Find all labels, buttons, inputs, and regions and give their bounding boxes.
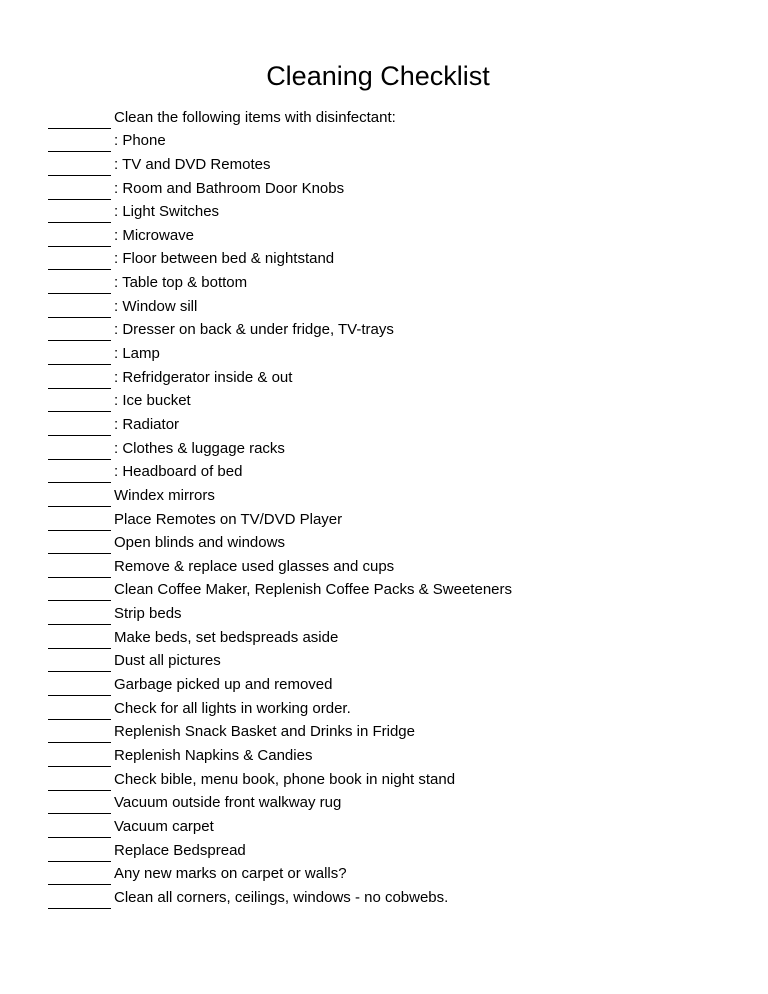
check-blank[interactable] [48, 677, 111, 696]
checklist-item [48, 436, 748, 460]
checklist-item-label: : Headboard of bed [114, 463, 243, 481]
checklist-item-label: : Table top & bottom [114, 274, 248, 292]
checklist-item [48, 601, 748, 625]
check-blank[interactable] [48, 724, 111, 743]
checklist-item-label: : Radiator [114, 415, 180, 433]
check-blank[interactable] [48, 512, 111, 531]
checklist-item-label: Check for all lights in working order. [114, 699, 351, 717]
checklist [48, 105, 748, 909]
checklist-item [48, 365, 748, 389]
checklist-item [48, 743, 748, 767]
checklist-item [48, 176, 748, 200]
check-blank[interactable] [48, 559, 111, 578]
check-blank[interactable] [48, 582, 111, 601]
checklist-item-label: Vacuum carpet [114, 817, 214, 835]
check-blank[interactable] [48, 299, 111, 318]
checklist-item-label: Clean all corners, ceilings, windows - no cobwebs. [114, 888, 449, 906]
checklist-item [48, 885, 748, 909]
checklist-item-label: Check bible, menu book, phone book in night stand [114, 770, 456, 788]
checklist-item-label: : TV and DVD Remotes [114, 155, 271, 173]
check-blank[interactable] [48, 795, 111, 814]
check-blank[interactable] [48, 819, 111, 838]
check-blank[interactable] [48, 393, 111, 412]
check-blank[interactable] [48, 866, 111, 885]
check-blank[interactable] [48, 370, 111, 389]
checklist-item-label: Dust all pictures [114, 652, 221, 670]
checklist-item [48, 294, 748, 318]
check-blank[interactable] [48, 772, 111, 791]
check-blank[interactable] [48, 157, 111, 176]
checklist-item [48, 105, 748, 129]
checklist-item [48, 625, 748, 649]
checklist-item-label: : Window sill [114, 297, 198, 315]
checklist-item [48, 838, 748, 862]
check-blank[interactable] [48, 441, 111, 460]
check-blank[interactable] [48, 228, 111, 247]
check-blank[interactable] [48, 133, 111, 152]
check-blank[interactable] [48, 417, 111, 436]
checklist-item-label: : Ice bucket [114, 392, 191, 410]
checklist-item [48, 720, 748, 744]
checklist-item [48, 672, 748, 696]
checklist-item-label: : Dresser on back & under fridge, TV-trays [114, 321, 394, 339]
checklist-item-label: Windex mirrors [114, 486, 215, 504]
checklist-item [48, 152, 748, 176]
check-blank[interactable] [48, 606, 111, 625]
check-blank[interactable] [48, 181, 111, 200]
check-blank[interactable] [48, 653, 111, 672]
checklist-item-label: : Microwave [114, 226, 195, 244]
checklist-item [48, 412, 748, 436]
checklist-item [48, 531, 748, 555]
checklist-item-label: Replenish Snack Basket and Drinks in Fridge [114, 723, 415, 741]
checklist-item [48, 767, 748, 791]
checklist-item [48, 507, 748, 531]
checklist-item [48, 460, 748, 484]
checklist-item [48, 696, 748, 720]
check-blank[interactable] [48, 535, 111, 554]
check-blank[interactable] [48, 630, 111, 649]
check-blank[interactable] [48, 322, 111, 341]
check-blank[interactable] [48, 890, 111, 909]
check-blank[interactable] [48, 843, 111, 862]
checklist-item [48, 389, 748, 413]
check-blank[interactable] [48, 204, 111, 223]
check-blank[interactable] [48, 110, 111, 129]
checklist-item-label: : Light Switches [114, 203, 220, 221]
checklist-item-label: Vacuum outside front walkway rug [114, 794, 342, 812]
checklist-item-label: : Room and Bathroom Door Knobs [114, 179, 345, 197]
checklist-item-label: Open blinds and windows [114, 534, 285, 552]
check-blank[interactable] [48, 464, 111, 483]
checklist-item [48, 200, 748, 224]
checklist-item-label: Clean Coffee Maker, Replenish Coffee Packs & Sweeteners [114, 581, 512, 599]
checklist-item [48, 554, 748, 578]
checklist-item [48, 247, 748, 271]
checklist-item-label: Remove & replace used glasses and cups [114, 557, 395, 575]
checklist-item-label: Replace Bedspread [114, 841, 246, 859]
check-blank[interactable] [48, 748, 111, 767]
checklist-item [48, 270, 748, 294]
checklist-item [48, 341, 748, 365]
checklist-item [48, 791, 748, 815]
checklist-item [48, 649, 748, 673]
checklist-item [48, 129, 748, 153]
checklist-item [48, 578, 748, 602]
checklist-item [48, 318, 748, 342]
checklist-item [48, 223, 748, 247]
check-blank[interactable] [48, 275, 111, 294]
checklist-item [48, 862, 748, 886]
checklist-item-label: Garbage picked up and removed [114, 676, 333, 694]
page-title: Cleaning Checklist [266, 61, 490, 91]
checklist-item-label: : Lamp [114, 345, 160, 363]
checklist-item [48, 483, 748, 507]
checklist-item-label: Replenish Napkins & Candies [114, 746, 313, 764]
checklist-item-label: Place Remotes on TV/DVD Player [114, 510, 343, 528]
checklist-item-label: : Phone [114, 132, 166, 150]
checklist-item-label: Strip beds [114, 605, 182, 623]
check-blank[interactable] [48, 251, 111, 270]
checklist-item-label: Any new marks on carpet or walls? [114, 865, 347, 883]
checklist-item-label: : Refridgerator inside & out [114, 368, 293, 386]
checklist-item [48, 814, 748, 838]
check-blank[interactable] [48, 346, 111, 365]
check-blank[interactable] [48, 488, 111, 507]
check-blank[interactable] [48, 701, 111, 720]
checklist-item-label: Clean the following items with disinfectant: [114, 108, 396, 126]
checklist-item-label: Make beds, set bedspreads aside [114, 628, 339, 646]
checklist-item-label: : Clothes & luggage racks [114, 439, 285, 457]
checklist-item-label: : Floor between bed & nightstand [114, 250, 335, 268]
